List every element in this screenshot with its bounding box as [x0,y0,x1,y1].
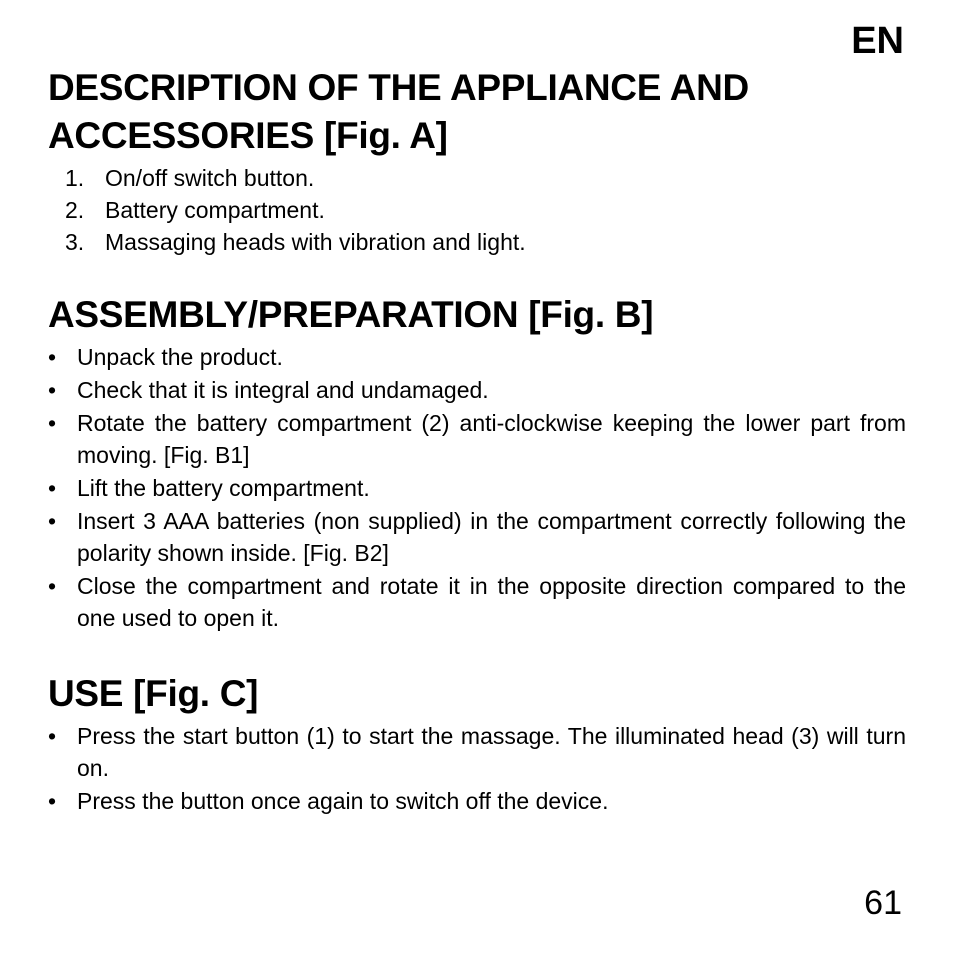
list-item [48,374,906,406]
list-item [48,472,906,504]
bullet-icon: • [48,573,57,599]
list-text: Massaging heads with vibration and light. [105,229,526,255]
list-text: Close the compartment and rotate it in the opposite direction compared to the one used to open it. [77,573,906,631]
bullet-icon: • [48,475,57,501]
language-code: EN [851,20,904,62]
list-text: Press the button once again to switch off the device. [77,788,609,814]
list-item [48,341,906,373]
section-title-description: DESCRIPTION OF THE APPLIANCE AND ACCESSORIES [Fig. A] [48,67,749,156]
list-text: Lift the battery compartment. [77,475,370,501]
section-title-assembly: ASSEMBLY/PREPARATION [Fig. B] [48,294,654,335]
page-content [48,64,906,818]
bullet-icon: • [48,410,57,436]
page-number: 61 [864,884,902,922]
list-text: Insert 3 AAA batteries (non supplied) in the compartment correctly following the polarity shown inside. [Fig. B2] [77,508,906,566]
list-number: 3. [65,229,85,255]
numbered-list [48,162,906,258]
list-item [48,570,906,634]
list-number: 2. [65,197,85,223]
bullet-list [48,341,906,634]
bullet-icon: • [48,508,57,534]
bullet-icon: • [48,788,57,814]
list-item [48,407,906,471]
list-text: Check that it is integral and undamaged. [77,377,489,403]
list-text: Press the start button (1) to start the massage. The illuminated head (3) will turn on. [77,723,906,781]
list-text: Battery compartment. [105,197,325,223]
list-item [48,226,906,258]
section-assembly [48,291,906,634]
bullet-list [48,720,906,817]
section-use [48,670,906,817]
list-item [48,720,906,784]
list-number: 1. [65,165,85,191]
list-item [48,194,906,226]
section-description [48,64,906,258]
list-item [48,505,906,569]
bullet-icon: • [48,723,57,749]
list-item [48,785,906,817]
list-text: On/off switch button. [105,165,315,191]
list-item [48,162,906,194]
bullet-icon: • [48,344,57,370]
list-text: Unpack the product. [77,344,283,370]
list-text: Rotate the battery compartment (2) anti-clockwise keeping the lower part from moving. [Fig. B1] [77,410,906,468]
bullet-icon: • [48,377,57,403]
section-title-use: USE [Fig. C] [48,673,259,714]
